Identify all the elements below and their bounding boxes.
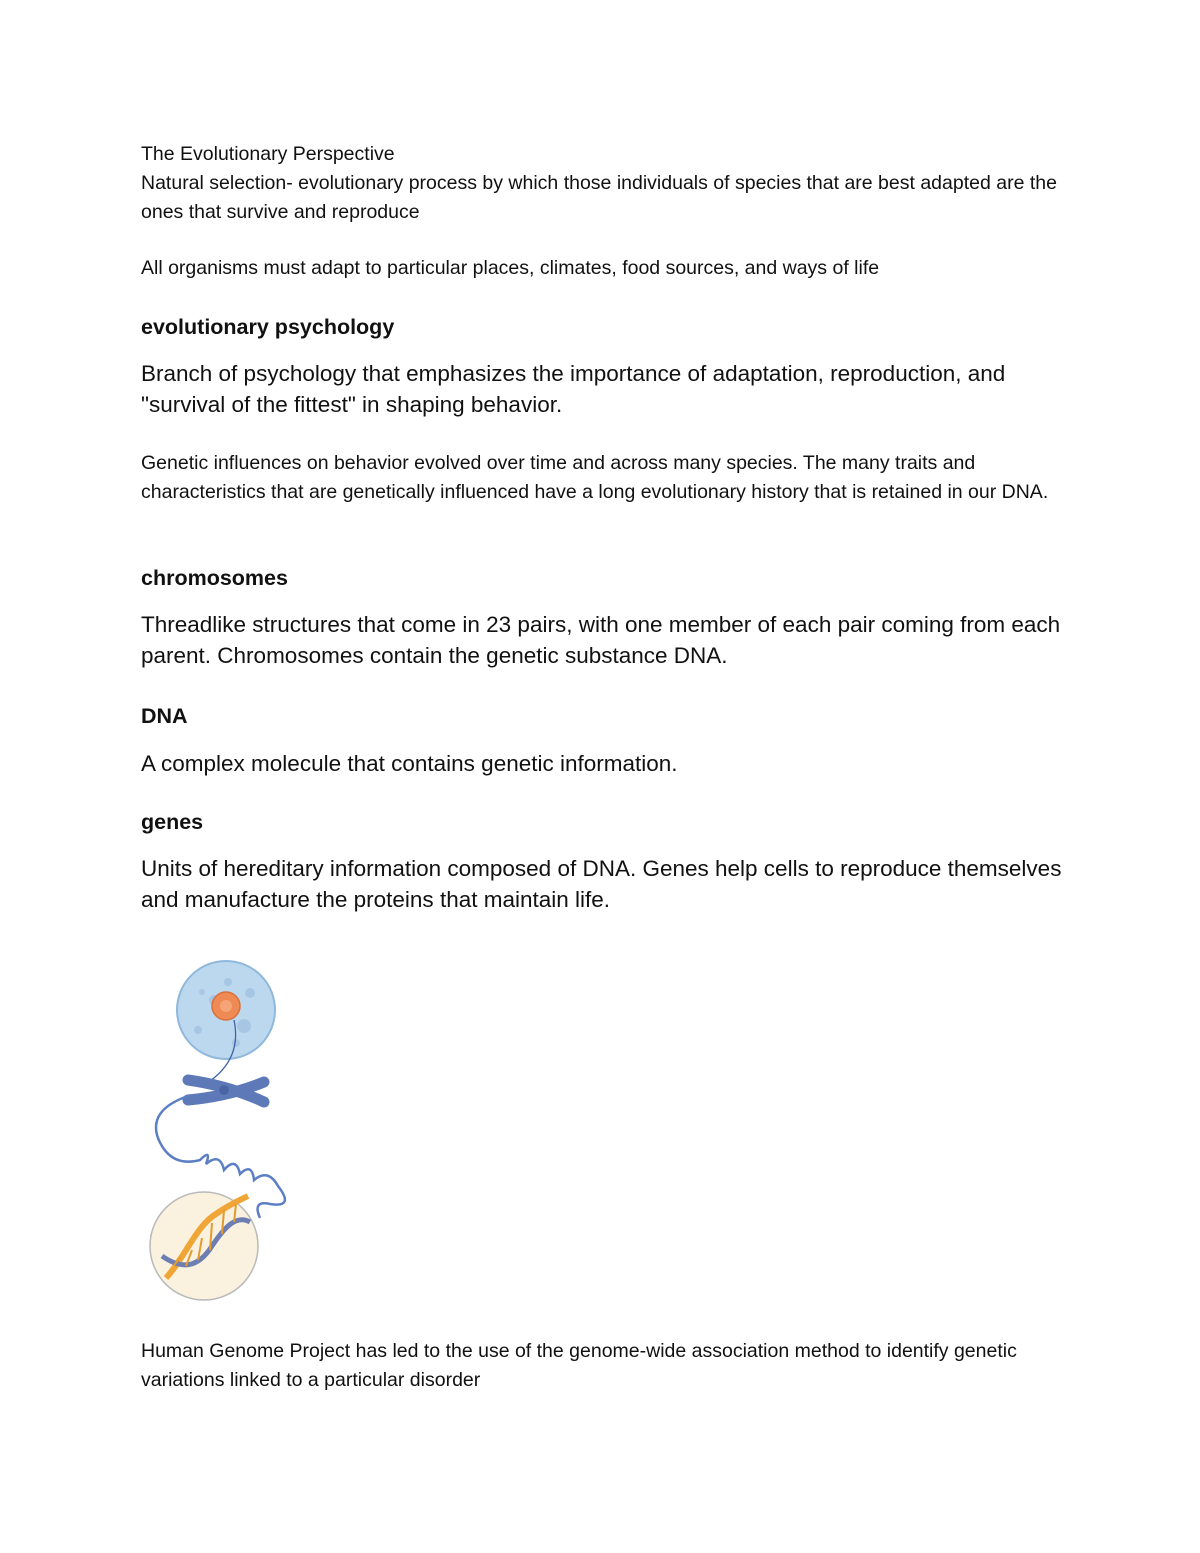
genes-heading: genes [141, 810, 204, 834]
genetic-influences-text: Genetic influences on behavior evolved over time and across many species. The many traits and characteristics that are genetically influenced have a long evolutionary history that is retained in our DNA. [141, 452, 1049, 503]
chromosomes-definition: Threadlike structures that come in 23 pairs, with one member of each pair coming from each parent. Chromosomes contain the genetic substance DNA. [141, 612, 1061, 668]
evolutionary-psychology-definition: Branch of psychology that emphasizes the importance of adaptation, reproduction, and "survival of the fittest" in shaping behavior. [141, 361, 1006, 417]
cell-to-dna-diagram-icon [140, 938, 310, 1308]
natural-selection-text: Natural selection- evolutionary process by which those individuals of species that are best adapted are the ones that survive and reproduce [141, 172, 1057, 223]
chromosomes-heading: chromosomes [141, 566, 288, 590]
dna-definition: A complex molecule that contains genetic information. [141, 751, 678, 776]
adapt-text: All organisms must adapt to particular places, climates, food sources, and ways of life [141, 257, 880, 279]
doc-title: The Evolutionary Perspective [141, 143, 395, 165]
genes-definition: Units of hereditary information composed of DNA. Genes help cells to reproduce themselves and manufacture the proteins that maintain life. [141, 856, 1062, 912]
evolutionary-psychology-heading: evolutionary psychology [141, 315, 395, 339]
dna-heading: DNA [141, 704, 188, 728]
genome-project-text: Human Genome Project has led to the use of the genome-wide association method to identify genetic variations linked to a particular disorder [141, 1340, 1017, 1391]
